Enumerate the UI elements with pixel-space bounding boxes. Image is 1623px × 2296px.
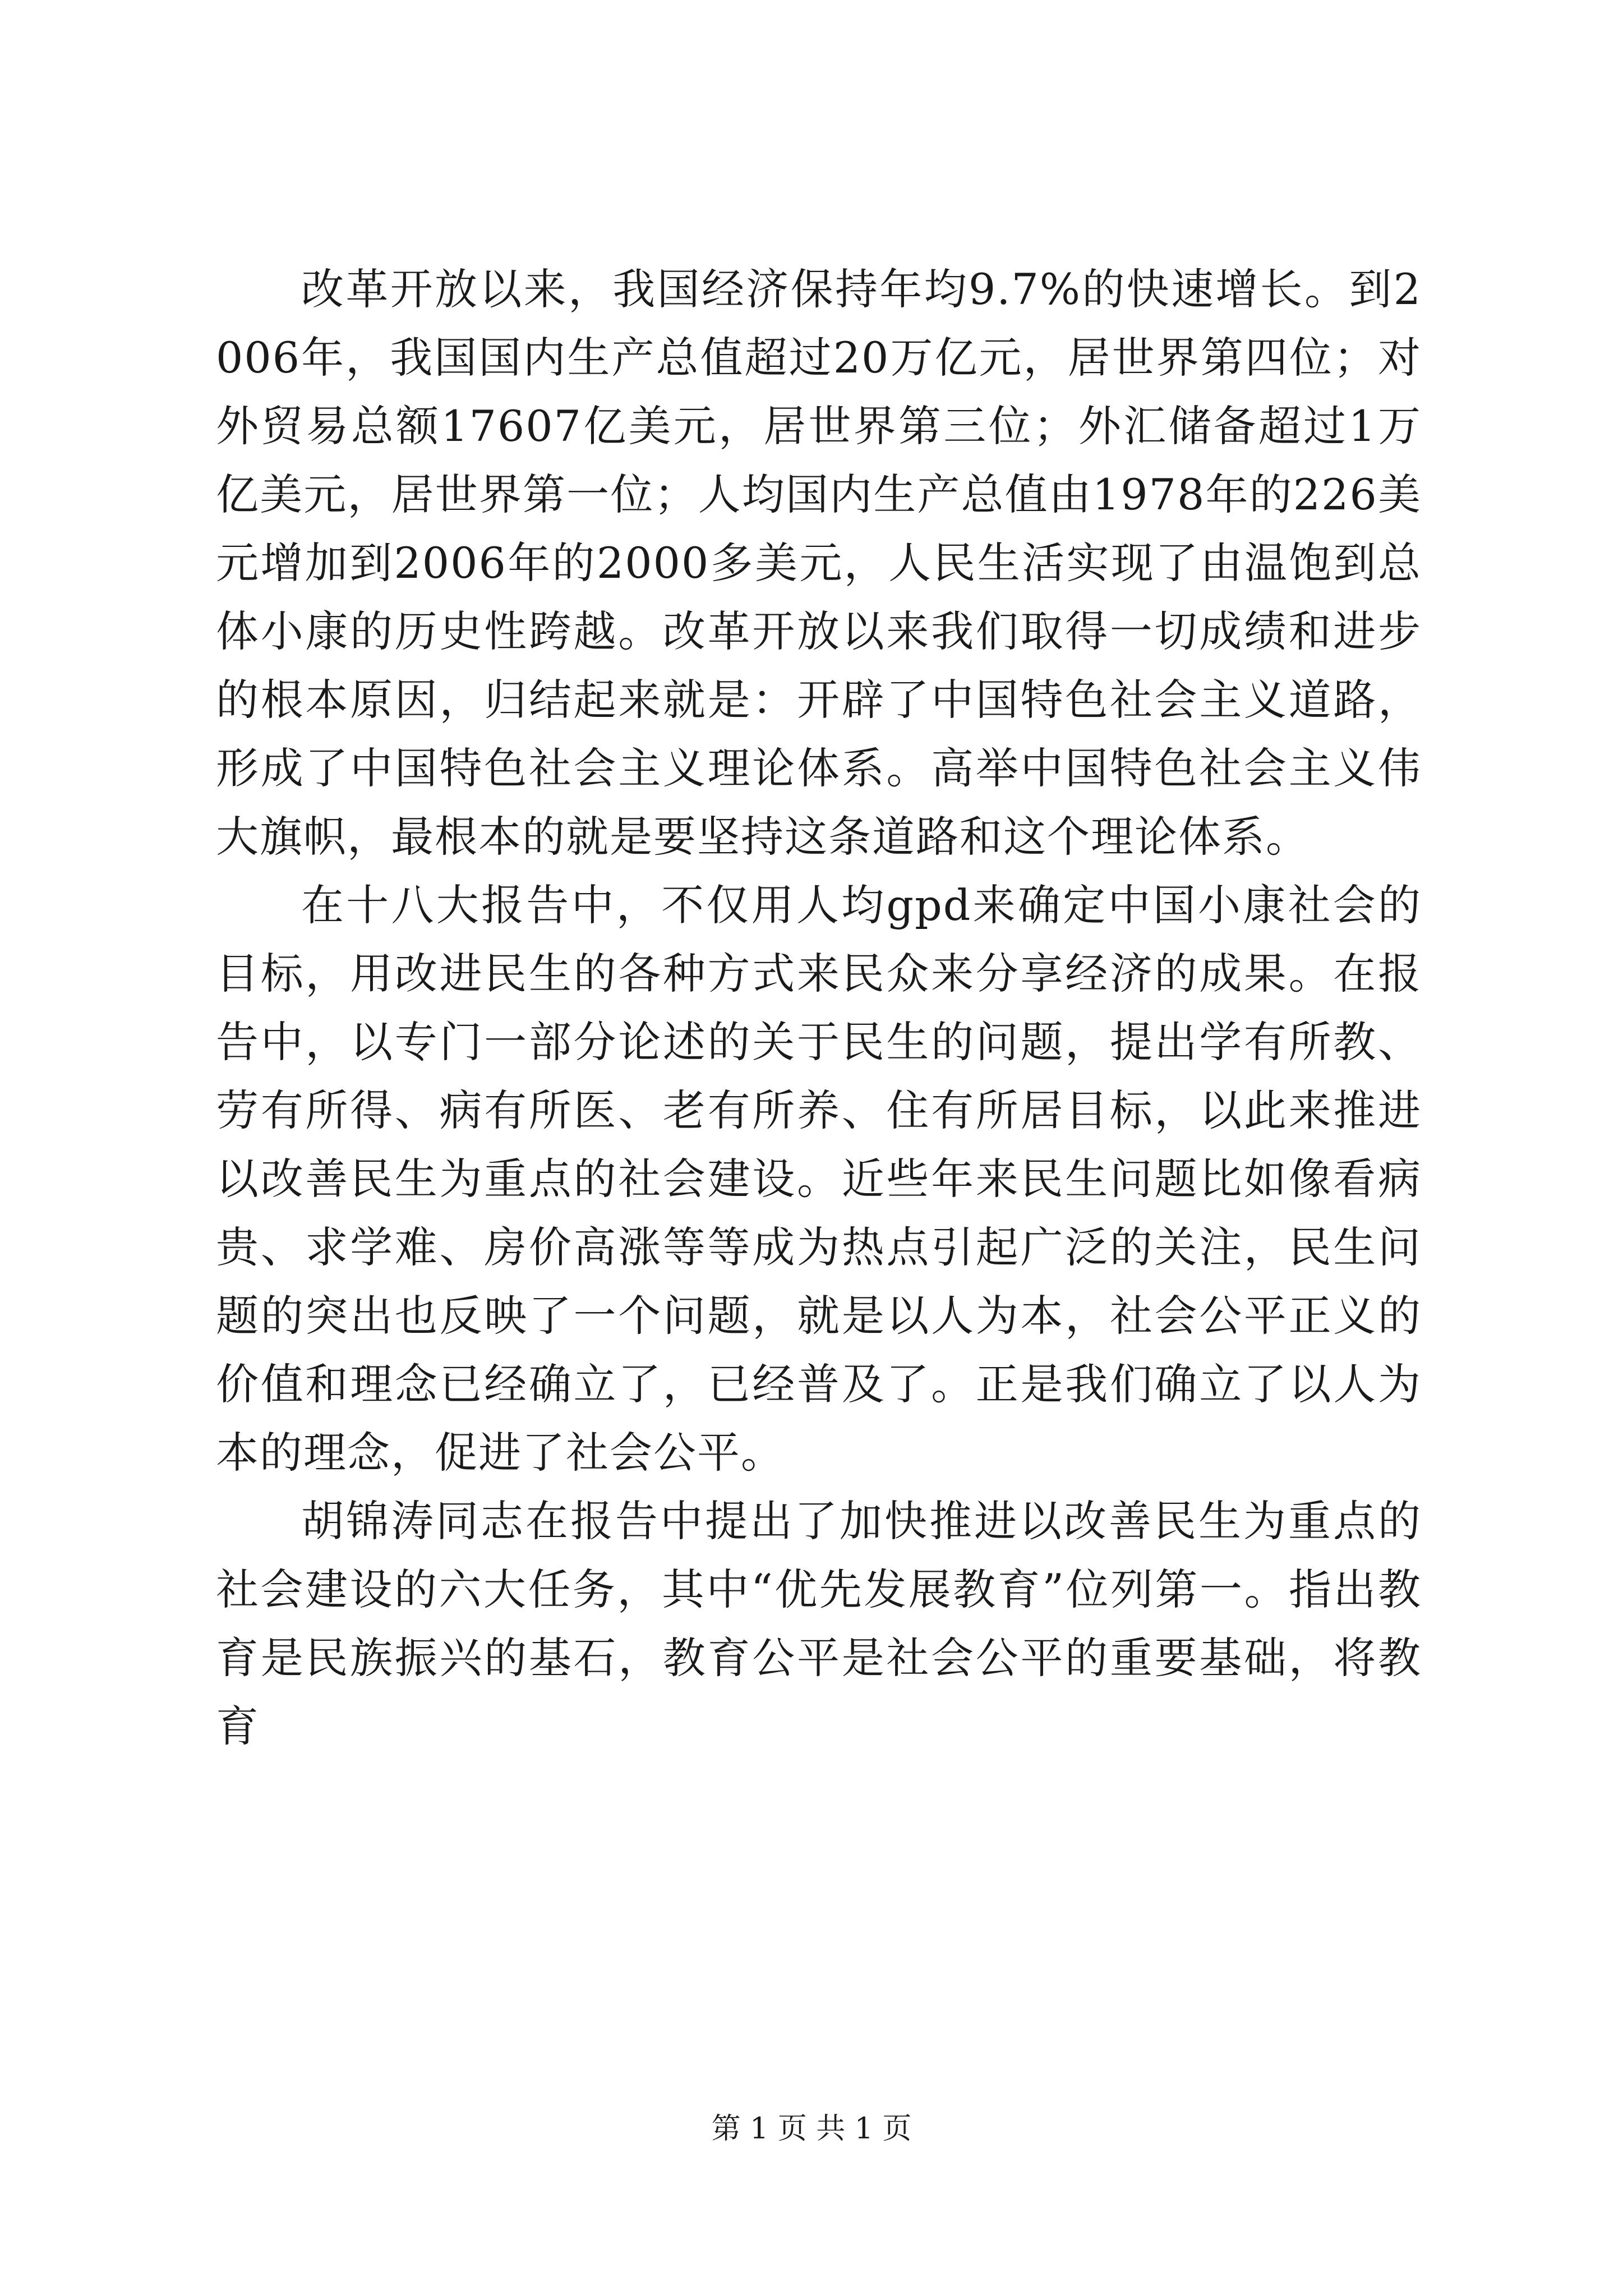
paragraph-3: 胡锦涛同志在报告中提出了加快推进以改善民生为重点的社会建设的六大任务，其中“优先发展教育”位列第一。指出教育是民族振兴的基石，教育公平是社会公平的重要基础，将教育 xyxy=(216,1496,1422,1751)
page-number-label: 第 1 页 共 1 页 xyxy=(711,2112,912,2146)
document-body xyxy=(216,255,1422,1761)
page-footer xyxy=(0,2109,1623,2148)
paragraph-2: 在十八大报告中，不仅用人均gpd来确定中国小康社会的目标，用改进民生的各种方式来民众来分享经济的成果。在报告中，以专门一部分论述的关于民生的问题，提出学有所教、劳有所得、病有所医、老有所养、住有所居目标，以此来推进以改善民生为重点的社会建设。近些年来民生问题比如像看病贵、求学难、房价高涨等等成为热点引起广泛的关注，民生问题的突出也反映了一个问题，就是以人为本，社会公平正义的价值和理念已经确立了，已经普及了。正是我们确立了以人为本的理念，促进了社会公平。 xyxy=(216,880,1422,1478)
paragraph-1: 改革开放以来，我国经济保持年均9.7%的快速增长。到2006年，我国国内生产总值超过20万亿元，居世界第四位；对外贸易总额17607亿美元，居世界第三位；外汇储备超过1万亿美元，居世界第一位；人均国内生产总值由1978年的226美元增加到2006年的2000多美元，人民生活实现了由温饱到总体小康的历史性跨越。改革开放以来我们取得一切成绩和进步的根本原因，归结起来就是：开辟了中国特色社会主义道路，形成了中国特色社会主义理论体系。高举中国特色社会主义伟大旗帜，最根本的就是要坚持这条道路和这个理论体系。 xyxy=(216,264,1422,862)
